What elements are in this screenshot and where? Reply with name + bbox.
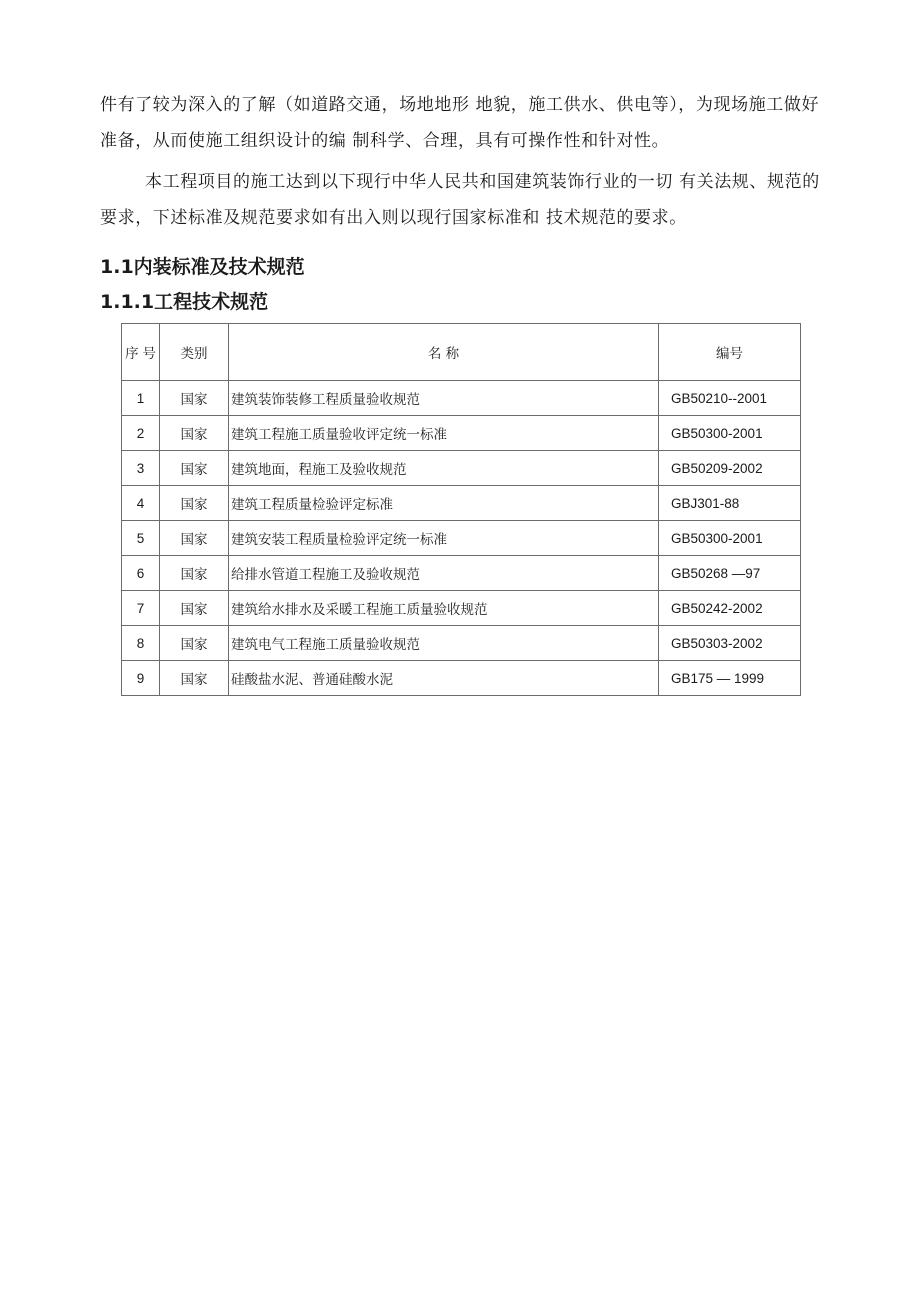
row-category: 国家: [160, 626, 229, 661]
header-code: 编号: [659, 324, 801, 381]
table-row: [122, 556, 801, 591]
row-category: 国家: [160, 416, 229, 451]
row-code: GB50210--2001: [659, 381, 801, 416]
row-name: 建筑装饰装修工程质量验收规范: [229, 381, 659, 416]
row-name: 硅酸盐水泥、普通硅酸水泥: [229, 661, 659, 696]
row-index: 2: [122, 416, 160, 451]
row-index: 4: [122, 486, 160, 521]
table-row: [122, 416, 801, 451]
table-header-row: [122, 324, 801, 381]
standards-table: [121, 323, 801, 696]
row-code: GB50242-2002: [659, 591, 801, 626]
table-row: [122, 486, 801, 521]
section-heading: 1.1内装标准及技术规范: [100, 256, 305, 278]
row-code: GB50300-2001: [659, 521, 801, 556]
row-name: 建筑给水排水及采暖工程施工质量验收规范: [229, 591, 659, 626]
row-index: 3: [122, 451, 160, 486]
header-name: 名 称: [229, 324, 659, 381]
row-name: 建筑工程施工质量验收评定统一标准: [229, 416, 659, 451]
row-index: 7: [122, 591, 160, 626]
row-index: 9: [122, 661, 160, 696]
row-name: 建筑电气工程施工质量验收规范: [229, 626, 659, 661]
row-code: GB50268 —97: [659, 556, 801, 591]
table-row: [122, 661, 801, 696]
row-code: GB50300-2001: [659, 416, 801, 451]
row-code: GBJ301-88: [659, 486, 801, 521]
row-category: 国家: [160, 486, 229, 521]
row-category: 国家: [160, 451, 229, 486]
row-name: 给排水管道工程施工及验收规范: [229, 556, 659, 591]
table-row: [122, 626, 801, 661]
row-name: 建筑地面，程施工及验收规范: [229, 451, 659, 486]
row-code: GB50209-2002: [659, 451, 801, 486]
header-category: 类别: [160, 324, 229, 381]
row-index: 1: [122, 381, 160, 416]
table-row: [122, 521, 801, 556]
row-name: 建筑工程质量检验评定标准: [229, 486, 659, 521]
row-index: 5: [122, 521, 160, 556]
row-code: GB175 — 1999: [659, 661, 801, 696]
row-name: 建筑安装工程质量检验评定统一标准: [229, 521, 659, 556]
header-index: 序 号: [122, 324, 160, 381]
row-category: 国家: [160, 381, 229, 416]
row-category: 国家: [160, 556, 229, 591]
table-row: [122, 451, 801, 486]
row-code: GB50303-2002: [659, 626, 801, 661]
row-index: 6: [122, 556, 160, 591]
row-category: 国家: [160, 661, 229, 696]
body-paragraph: 件有了较为深入的了解（如道路交通，场地地形 地貌，施工供水、供电等），为现场施工做好准备，从而使施工组织设计的编 制科学、合理，具有可操作性和针对性。: [100, 95, 820, 151]
table-row: [122, 381, 801, 416]
body-paragraph: 本工程项目的施工达到以下现行中华人民共和国建筑装饰行业的一切 有关法规、规范的要求，下述标准及规范要求如有出入则以现行国家标准和 技术规范的要求。: [100, 172, 820, 228]
row-index: 8: [122, 626, 160, 661]
subsection-heading: 1.1.1工程技术规范: [100, 291, 269, 313]
row-category: 国家: [160, 521, 229, 556]
table-row: [122, 591, 801, 626]
row-category: 国家: [160, 591, 229, 626]
